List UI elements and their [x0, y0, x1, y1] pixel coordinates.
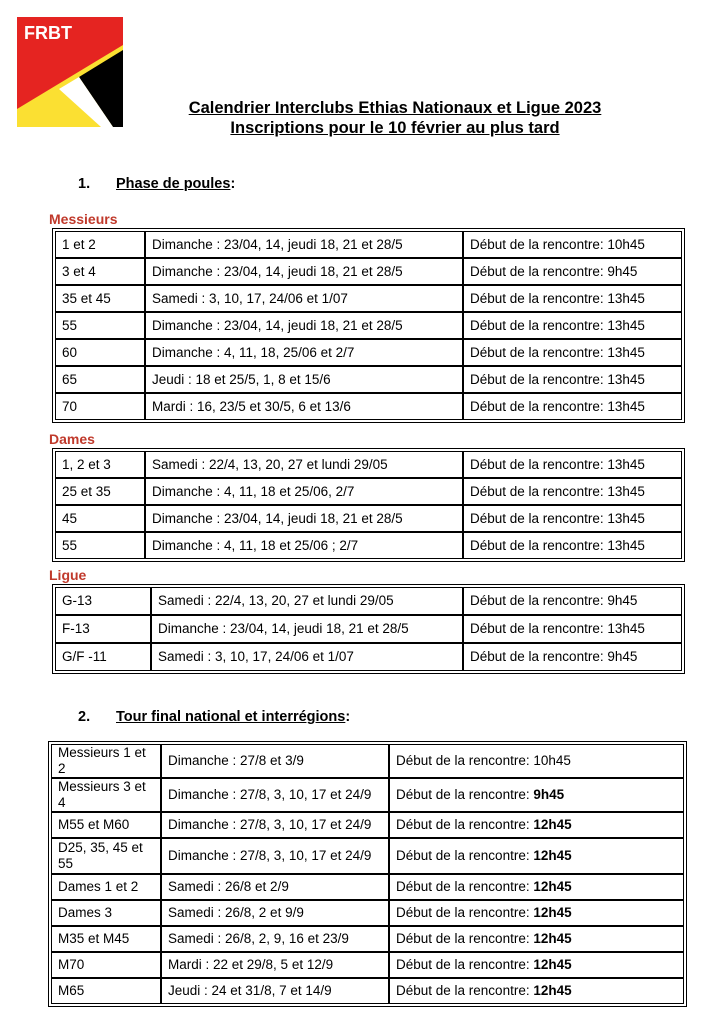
- title-line-2: Inscriptions pour le 10 février au plus tard: [230, 119, 560, 137]
- dates-cell: Dimanche : 27/8 et 3/9: [161, 744, 389, 778]
- start-time-prefix: Début de la rencontre:: [396, 957, 534, 972]
- start-time-value-bold: 12h45: [533, 931, 572, 946]
- dates-cell: Jeudi : 24 et 31/8, 7 et 14/9: [161, 978, 389, 1004]
- table-row: [55, 532, 682, 559]
- start-time-cell: Début de la rencontre: 13h45: [463, 366, 682, 393]
- start-time-cell: Début de la rencontre: 13h45: [463, 285, 682, 312]
- table-row: [51, 838, 684, 874]
- category-cell: M55 et M60: [51, 812, 161, 838]
- dates-cell: Samedi : 22/4, 13, 20, 27 et lundi 29/05: [151, 587, 463, 615]
- dates-cell: Jeudi : 18 et 25/5, 1, 8 et 15/6: [145, 366, 463, 393]
- start-time-cell: [389, 978, 684, 1004]
- table-row: [55, 339, 682, 366]
- table-row: [55, 258, 682, 285]
- start-time-cell: Début de la rencontre: 10h45: [463, 231, 682, 258]
- table-row: [51, 778, 684, 812]
- title-line-1: Calendrier Interclubs Ethias Nationaux et Ligue 2023: [188, 99, 602, 117]
- table-row: [55, 285, 682, 312]
- table-row: [55, 312, 682, 339]
- start-time-cell: Début de la rencontre: 13h45: [463, 505, 682, 532]
- start-time-cell: [389, 778, 684, 812]
- start-time-cell: Début de la rencontre: 13h45: [463, 532, 682, 559]
- section-2-heading: [78, 709, 350, 725]
- dates-cell: Samedi : 3, 10, 17, 24/06 et 1/07: [151, 643, 463, 671]
- ligue-label: Ligue: [49, 567, 87, 583]
- dates-cell: Dimanche : 23/04, 14, jeudi 18, 21 et 28/5: [145, 231, 463, 258]
- dates-cell: Mardi : 22 et 29/8, 5 et 12/9: [161, 952, 389, 978]
- table-row: [51, 744, 684, 778]
- category-cell: Messieurs 1 et 2: [51, 744, 161, 778]
- dates-cell: Samedi : 26/8, 2, 9, 16 et 23/9: [161, 926, 389, 952]
- start-time-prefix: Début de la rencontre:: [396, 753, 534, 768]
- start-time-cell: [389, 838, 684, 874]
- category-cell: 55: [55, 532, 145, 559]
- section-1-colon: :: [230, 176, 236, 192]
- dates-cell: Dimanche : 27/8, 3, 10, 17 et 24/9: [161, 838, 389, 874]
- messieurs-label: Messieurs: [49, 211, 118, 227]
- start-time-value-bold: 12h45: [533, 879, 572, 894]
- dates-cell: Dimanche : 23/04, 14, jeudi 18, 21 et 28/5: [151, 615, 463, 643]
- start-time-cell: Début de la rencontre: 13h45: [463, 393, 682, 420]
- start-time-value-bold: 12h45: [533, 957, 572, 972]
- table-row: [55, 393, 682, 420]
- category-cell: D25, 35, 45 et 55: [51, 838, 161, 874]
- ligue-table: [52, 584, 685, 674]
- start-time-cell: [389, 874, 684, 900]
- section-2-label: Tour final national et interrégions: [116, 709, 346, 725]
- category-cell: G-13: [55, 587, 151, 615]
- start-time-value: 10h45: [533, 753, 571, 768]
- start-time-prefix: Début de la rencontre:: [396, 848, 534, 863]
- dames-label: Dames: [49, 431, 95, 447]
- start-time-value-bold: 9h45: [533, 787, 565, 802]
- category-cell: 35 et 45: [55, 285, 145, 312]
- dates-cell: Dimanche : 4, 11, 18 et 25/06, 2/7: [145, 478, 463, 505]
- final-table: [48, 741, 687, 1007]
- start-time-cell: [389, 952, 684, 978]
- category-cell: Messieurs 3 et 4: [51, 778, 161, 812]
- start-time-value-bold: 12h45: [533, 983, 572, 998]
- category-cell: 60: [55, 339, 145, 366]
- category-cell: F-13: [55, 615, 151, 643]
- section-2-colon: :: [345, 709, 351, 725]
- dates-cell: Dimanche : 4, 11, 18, 25/06 et 2/7: [145, 339, 463, 366]
- dates-cell: Dimanche : 27/8, 3, 10, 17 et 24/9: [161, 778, 389, 812]
- start-time-prefix: Début de la rencontre:: [396, 983, 534, 998]
- table-row: [55, 587, 682, 615]
- table-row: [55, 615, 682, 643]
- start-time-value-bold: 12h45: [533, 848, 572, 863]
- dates-cell: Dimanche : 23/04, 14, jeudi 18, 21 et 28/5: [145, 258, 463, 285]
- section-2-number: 2.: [78, 709, 91, 725]
- start-time-cell: [389, 926, 684, 952]
- start-time-prefix: Début de la rencontre:: [396, 787, 534, 802]
- section-1-number: 1.: [78, 176, 91, 192]
- start-time-cell: [389, 812, 684, 838]
- table-row: [51, 900, 684, 926]
- start-time-prefix: Début de la rencontre:: [396, 879, 534, 894]
- table-row: [55, 231, 682, 258]
- category-cell: 1 et 2: [55, 231, 145, 258]
- dames-table: [52, 448, 685, 562]
- dates-cell: Samedi : 26/8, 2 et 9/9: [161, 900, 389, 926]
- start-time-cell: [389, 900, 684, 926]
- start-time-prefix: Début de la rencontre:: [396, 905, 534, 920]
- messieurs-table: [52, 228, 685, 423]
- dates-cell: Samedi : 22/4, 13, 20, 27 et lundi 29/05: [145, 451, 463, 478]
- table-row: [51, 952, 684, 978]
- category-cell: 3 et 4: [55, 258, 145, 285]
- table-row: [55, 643, 682, 671]
- category-cell: 1, 2 et 3: [55, 451, 145, 478]
- dates-cell: Dimanche : 23/04, 14, jeudi 18, 21 et 28/5: [145, 505, 463, 532]
- dates-cell: Samedi : 26/8 et 2/9: [161, 874, 389, 900]
- start-time-prefix: Début de la rencontre:: [396, 817, 534, 832]
- logo-text: FRBT: [24, 23, 72, 43]
- start-time-cell: Début de la rencontre: 13h45: [463, 339, 682, 366]
- category-cell: 25 et 35: [55, 478, 145, 505]
- start-time-cell: Début de la rencontre: 9h45: [463, 643, 682, 671]
- category-cell: Dames 3: [51, 900, 161, 926]
- category-cell: Dames 1 et 2: [51, 874, 161, 900]
- start-time-value-bold: 12h45: [533, 905, 572, 920]
- category-cell: M35 et M45: [51, 926, 161, 952]
- category-cell: 45: [55, 505, 145, 532]
- category-cell: M70: [51, 952, 161, 978]
- category-cell: M65: [51, 978, 161, 1004]
- start-time-value-bold: 12h45: [533, 817, 572, 832]
- category-cell: 55: [55, 312, 145, 339]
- category-cell: G/F -11: [55, 643, 151, 671]
- section-1-heading: [78, 176, 235, 192]
- start-time-cell: Début de la rencontre: 13h45: [463, 451, 682, 478]
- dates-cell: Samedi : 3, 10, 17, 24/06 et 1/07: [145, 285, 463, 312]
- start-time-cell: Début de la rencontre: 13h45: [463, 615, 682, 643]
- dates-cell: Dimanche : 23/04, 14, jeudi 18, 21 et 28/5: [145, 312, 463, 339]
- start-time-cell: [389, 744, 684, 778]
- start-time-cell: Début de la rencontre: 13h45: [463, 312, 682, 339]
- table-row: [51, 978, 684, 1004]
- dates-cell: Dimanche : 4, 11, 18 et 25/06 ; 2/7: [145, 532, 463, 559]
- table-row: [55, 505, 682, 532]
- start-time-cell: Début de la rencontre: 9h45: [463, 258, 682, 285]
- table-row: [55, 366, 682, 393]
- dates-cell: Dimanche : 27/8, 3, 10, 17 et 24/9: [161, 812, 389, 838]
- table-row: [55, 451, 682, 478]
- section-1-label: Phase de poules: [116, 176, 231, 192]
- start-time-prefix: Début de la rencontre:: [396, 931, 534, 946]
- table-row: [51, 812, 684, 838]
- category-cell: 70: [55, 393, 145, 420]
- table-row: [51, 874, 684, 900]
- frbt-logo: [17, 17, 123, 127]
- table-row: [55, 478, 682, 505]
- category-cell: 65: [55, 366, 145, 393]
- dates-cell: Mardi : 16, 23/5 et 30/5, 6 et 13/6: [145, 393, 463, 420]
- table-row: [51, 926, 684, 952]
- start-time-cell: Début de la rencontre: 13h45: [463, 478, 682, 505]
- start-time-cell: Début de la rencontre: 9h45: [463, 587, 682, 615]
